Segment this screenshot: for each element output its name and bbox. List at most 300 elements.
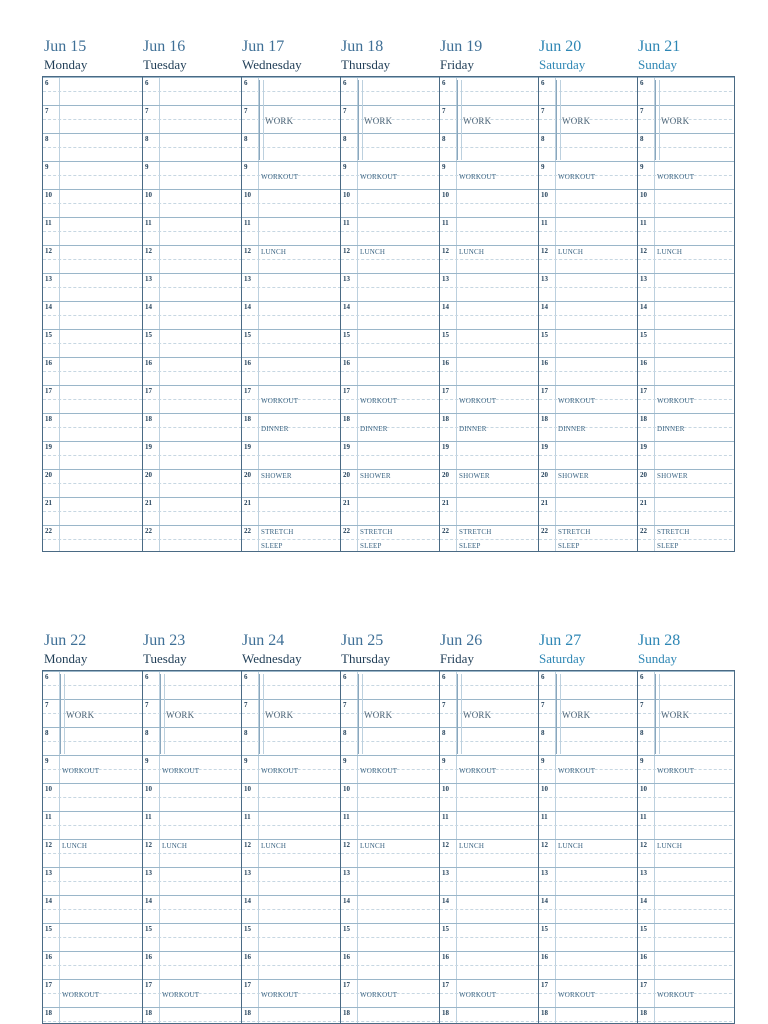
event-label[interactable]: WORKOUT <box>459 173 497 181</box>
hour-row[interactable] <box>242 413 341 441</box>
hour-row[interactable] <box>341 189 440 217</box>
hour-row[interactable] <box>638 357 735 385</box>
hour-row[interactable] <box>539 783 638 811</box>
event-label[interactable]: LUNCH <box>558 248 584 256</box>
hour-number: 7 <box>244 701 248 709</box>
hour-row[interactable] <box>638 441 735 469</box>
hour-row[interactable] <box>43 133 142 161</box>
hour-row[interactable] <box>341 77 440 105</box>
hour-row[interactable] <box>539 867 638 895</box>
event-label[interactable]: DINNER <box>261 425 289 433</box>
hour-number: 11 <box>244 219 251 227</box>
half-hour-line <box>539 259 638 260</box>
hour-row[interactable] <box>43 413 142 441</box>
event-label[interactable]: DINNER <box>657 425 685 433</box>
event-label[interactable]: WORKOUT <box>360 767 398 775</box>
hour-row[interactable] <box>341 839 440 867</box>
day-column[interactable] <box>142 671 242 1023</box>
hour-row[interactable] <box>539 497 638 525</box>
hour-number: 18 <box>45 415 52 423</box>
hour-number: 16 <box>640 953 647 961</box>
hour-row[interactable] <box>539 895 638 923</box>
hour-row[interactable] <box>43 783 142 811</box>
half-hour-line <box>143 881 242 882</box>
day-column[interactable] <box>637 671 735 1023</box>
half-hour-line <box>440 455 539 456</box>
hour-row[interactable] <box>43 923 142 951</box>
hour-row[interactable] <box>638 77 735 105</box>
event-label[interactable]: WORKOUT <box>360 173 398 181</box>
half-hour-line <box>638 853 735 854</box>
hour-row[interactable] <box>43 161 142 189</box>
event-label[interactable]: WORKOUT <box>657 767 695 775</box>
hour-row[interactable] <box>242 671 341 699</box>
hour-row[interactable] <box>638 189 735 217</box>
day-column[interactable] <box>340 77 440 551</box>
event-label[interactable]: LUNCH <box>162 842 188 850</box>
hour-row[interactable] <box>341 273 440 301</box>
hour-row[interactable] <box>638 811 735 839</box>
hour-row[interactable] <box>43 301 142 329</box>
event-label[interactable]: WORKOUT <box>162 991 200 999</box>
hour-row[interactable] <box>341 441 440 469</box>
hour-number: 6 <box>45 79 49 87</box>
day-column[interactable] <box>538 77 638 551</box>
event-label[interactable]: DINNER <box>558 425 586 433</box>
hour-row[interactable] <box>242 895 341 923</box>
hour-row[interactable] <box>440 301 539 329</box>
half-hour-line <box>638 455 735 456</box>
day-column[interactable] <box>241 671 341 1023</box>
day-column[interactable] <box>43 77 142 551</box>
hour-row[interactable] <box>638 245 735 273</box>
hour-row[interactable] <box>143 923 242 951</box>
hour-row[interactable] <box>43 727 142 755</box>
hour-row[interactable] <box>242 217 341 245</box>
event-label[interactable]: WORKOUT <box>261 397 299 405</box>
hour-row[interactable] <box>242 245 341 273</box>
event-label[interactable]: WORKOUT <box>558 173 596 181</box>
event-label[interactable]: WORKOUT <box>261 173 299 181</box>
hour-number: 11 <box>640 219 647 227</box>
hour-row[interactable] <box>539 951 638 979</box>
hour-row[interactable] <box>440 329 539 357</box>
event-label[interactable]: WORKOUT <box>459 991 497 999</box>
hour-row[interactable] <box>539 727 638 755</box>
hour-row[interactable] <box>242 951 341 979</box>
hour-row[interactable] <box>539 671 638 699</box>
hour-row[interactable] <box>341 1007 440 1024</box>
work-block-bracket <box>655 80 660 160</box>
event-label[interactable]: LUNCH <box>558 842 584 850</box>
hour-row[interactable] <box>341 811 440 839</box>
event-label[interactable]: WORKOUT <box>657 397 695 405</box>
hour-number: 11 <box>640 813 647 821</box>
event-label[interactable]: WORK <box>364 710 393 720</box>
hour-row[interactable] <box>43 441 142 469</box>
hour-row[interactable] <box>440 811 539 839</box>
event-label[interactable]: SLEEP <box>261 542 283 550</box>
hour-row[interactable] <box>539 357 638 385</box>
hour-row[interactable] <box>638 1007 735 1024</box>
event-label[interactable]: WORK <box>661 116 690 126</box>
hour-row[interactable] <box>539 811 638 839</box>
event-label[interactable]: STRETCH <box>360 528 393 536</box>
day-column[interactable] <box>340 671 440 1023</box>
hour-row[interactable] <box>638 497 735 525</box>
half-hour-line <box>440 147 539 148</box>
hour-number: 17 <box>541 981 548 989</box>
hour-row[interactable] <box>341 895 440 923</box>
event-label[interactable]: LUNCH <box>62 842 88 850</box>
event-label[interactable]: LUNCH <box>261 842 287 850</box>
hour-number: 8 <box>541 729 545 737</box>
hour-row[interactable] <box>440 77 539 105</box>
hour-row[interactable] <box>440 497 539 525</box>
event-label[interactable]: STRETCH <box>558 528 591 536</box>
hour-row[interactable] <box>143 385 242 413</box>
hour-row[interactable] <box>341 727 440 755</box>
half-hour-line <box>341 315 440 316</box>
work-block-bracket <box>60 674 65 754</box>
half-hour-line <box>43 1021 142 1022</box>
hour-row[interactable] <box>242 811 341 839</box>
event-label[interactable]: LUNCH <box>360 248 386 256</box>
hour-row[interactable] <box>539 1007 638 1024</box>
hour-number: 15 <box>541 925 548 933</box>
hour-row[interactable] <box>43 895 142 923</box>
hour-row[interactable] <box>440 671 539 699</box>
hour-row[interactable] <box>43 1007 142 1024</box>
half-hour-line <box>341 825 440 826</box>
hour-row[interactable] <box>143 497 242 525</box>
day-column[interactable] <box>439 77 539 551</box>
event-label[interactable]: SHOWER <box>360 472 391 480</box>
half-hour-line <box>440 539 539 540</box>
hour-row[interactable] <box>43 671 142 699</box>
event-label[interactable]: SHOWER <box>558 472 589 480</box>
hour-number: 21 <box>640 499 647 507</box>
hour-row[interactable] <box>638 671 735 699</box>
event-label[interactable]: WORK <box>166 710 195 720</box>
hour-row[interactable] <box>242 497 341 525</box>
half-hour-line <box>341 909 440 910</box>
event-label[interactable]: WORK <box>661 710 690 720</box>
hour-number: 20 <box>45 471 52 479</box>
hour-row[interactable] <box>539 133 638 161</box>
hour-row[interactable] <box>638 783 735 811</box>
hour-row[interactable] <box>143 727 242 755</box>
hour-row[interactable] <box>143 357 242 385</box>
hour-row[interactable] <box>242 189 341 217</box>
hour-row[interactable] <box>539 923 638 951</box>
hour-number: 17 <box>45 387 52 395</box>
hour-row[interactable] <box>440 1007 539 1024</box>
event-label[interactable]: STRETCH <box>459 528 492 536</box>
half-hour-line <box>341 685 440 686</box>
event-label[interactable]: WORK <box>463 710 492 720</box>
hour-row[interactable] <box>341 329 440 357</box>
hour-number: 7 <box>640 107 644 115</box>
hour-row[interactable] <box>242 329 341 357</box>
hour-row[interactable] <box>143 105 242 133</box>
hour-number: 7 <box>145 107 149 115</box>
event-label[interactable]: WORKOUT <box>558 397 596 405</box>
hour-row[interactable] <box>43 951 142 979</box>
hour-row[interactable] <box>143 783 242 811</box>
hour-row[interactable] <box>440 727 539 755</box>
hour-row[interactable] <box>539 413 638 441</box>
hour-number: 16 <box>442 953 449 961</box>
event-label[interactable]: SLEEP <box>558 542 580 550</box>
hour-row[interactable] <box>242 357 341 385</box>
hour-row[interactable] <box>143 839 242 867</box>
hour-row[interactable] <box>242 301 341 329</box>
hour-row[interactable] <box>242 133 341 161</box>
hour-row[interactable] <box>43 329 142 357</box>
hour-row[interactable] <box>638 273 735 301</box>
hour-row[interactable] <box>341 357 440 385</box>
event-label[interactable]: WORKOUT <box>162 767 200 775</box>
hour-row[interactable] <box>341 245 440 273</box>
hour-row[interactable] <box>341 923 440 951</box>
hour-row[interactable] <box>43 273 142 301</box>
hour-row[interactable] <box>341 413 440 441</box>
event-label[interactable]: SLEEP <box>360 542 382 550</box>
day-column[interactable] <box>538 671 638 1023</box>
half-hour-line <box>638 231 735 232</box>
half-hour-line <box>43 483 142 484</box>
hour-row[interactable] <box>341 867 440 895</box>
hour-row[interactable] <box>143 867 242 895</box>
hour-row[interactable] <box>341 497 440 525</box>
hour-row[interactable] <box>143 413 242 441</box>
hour-row[interactable] <box>143 77 242 105</box>
day-date: Jun 22 <box>44 632 87 649</box>
hour-row[interactable] <box>440 839 539 867</box>
hour-row[interactable] <box>638 329 735 357</box>
hour-row[interactable] <box>539 301 638 329</box>
event-label[interactable]: DINNER <box>360 425 388 433</box>
hour-row[interactable] <box>638 727 735 755</box>
hour-row[interactable] <box>638 413 735 441</box>
event-label[interactable]: LUNCH <box>459 842 485 850</box>
hour-row[interactable] <box>440 273 539 301</box>
hour-row[interactable] <box>638 839 735 867</box>
hour-row[interactable] <box>638 923 735 951</box>
day-name: Saturday <box>539 57 586 72</box>
hour-row[interactable] <box>638 867 735 895</box>
hour-number: 16 <box>541 953 548 961</box>
event-label[interactable]: STRETCH <box>657 528 690 536</box>
hour-row[interactable] <box>638 217 735 245</box>
hour-row[interactable] <box>638 301 735 329</box>
hour-row[interactable] <box>341 301 440 329</box>
hour-row[interactable] <box>539 839 638 867</box>
event-label[interactable]: LUNCH <box>360 842 386 850</box>
event-label[interactable]: LUNCH <box>657 248 683 256</box>
hour-row[interactable] <box>242 441 341 469</box>
event-label[interactable]: WORKOUT <box>459 767 497 775</box>
event-label[interactable]: SLEEP <box>657 542 679 550</box>
event-label[interactable]: SHOWER <box>657 472 688 480</box>
hour-number: 14 <box>541 897 548 905</box>
event-label[interactable]: SHOWER <box>459 472 490 480</box>
hour-row[interactable] <box>638 895 735 923</box>
event-label[interactable]: SHOWER <box>261 472 292 480</box>
event-label[interactable]: DINNER <box>459 425 487 433</box>
hour-row[interactable] <box>43 497 142 525</box>
hour-row[interactable] <box>539 77 638 105</box>
hour-row[interactable] <box>440 189 539 217</box>
day-name: Tuesday <box>143 651 187 666</box>
work-block-bracket <box>358 80 363 160</box>
day-column[interactable] <box>439 671 539 1023</box>
hour-row[interactable] <box>341 217 440 245</box>
hour-row[interactable] <box>43 105 142 133</box>
hour-row[interactable] <box>143 245 242 273</box>
hour-row[interactable] <box>341 133 440 161</box>
hour-number: 9 <box>541 757 545 765</box>
hour-row[interactable] <box>43 189 142 217</box>
event-label[interactable]: LUNCH <box>459 248 485 256</box>
hour-row[interactable] <box>143 671 242 699</box>
hour-row[interactable] <box>440 245 539 273</box>
hour-row[interactable] <box>143 133 242 161</box>
hour-number: 6 <box>145 673 149 681</box>
hour-row[interactable] <box>638 133 735 161</box>
hour-row[interactable] <box>341 783 440 811</box>
half-hour-line <box>539 231 638 232</box>
event-label[interactable]: WORK <box>562 116 591 126</box>
hour-number: 6 <box>145 79 149 87</box>
hour-row[interactable] <box>539 273 638 301</box>
hour-row[interactable] <box>43 811 142 839</box>
half-hour-line <box>638 483 735 484</box>
hour-row[interactable] <box>341 951 440 979</box>
hour-row[interactable] <box>539 189 638 217</box>
hour-row[interactable] <box>440 783 539 811</box>
hour-row[interactable] <box>143 329 242 357</box>
day-column[interactable] <box>241 77 341 551</box>
hour-row[interactable] <box>242 77 341 105</box>
half-hour-line <box>43 175 142 176</box>
hour-row[interactable] <box>43 385 142 413</box>
event-label[interactable]: WORK <box>265 116 294 126</box>
half-hour-line <box>638 315 735 316</box>
hour-row[interactable] <box>143 525 242 552</box>
hour-row[interactable] <box>539 441 638 469</box>
event-label[interactable]: WORKOUT <box>62 767 100 775</box>
hour-row[interactable] <box>43 839 142 867</box>
event-label[interactable]: WORK <box>66 710 95 720</box>
half-hour-line <box>440 881 539 882</box>
event-label[interactable]: SLEEP <box>459 542 481 550</box>
hour-row[interactable] <box>242 1007 341 1024</box>
hour-row[interactable] <box>440 867 539 895</box>
hour-row[interactable] <box>43 867 142 895</box>
hour-row[interactable] <box>440 133 539 161</box>
hour-row[interactable] <box>143 161 242 189</box>
hour-row[interactable] <box>43 357 142 385</box>
event-label[interactable]: WORK <box>364 116 393 126</box>
event-label[interactable]: WORKOUT <box>261 991 299 999</box>
hour-number: 13 <box>640 869 647 877</box>
half-hour-line <box>341 455 440 456</box>
day-column[interactable] <box>43 671 142 1023</box>
day-date: Jun 26 <box>440 632 483 649</box>
event-label[interactable]: WORKOUT <box>657 991 695 999</box>
hour-row[interactable] <box>440 357 539 385</box>
event-label[interactable]: STRETCH <box>261 528 294 536</box>
event-label[interactable]: LUNCH <box>657 842 683 850</box>
hour-row[interactable] <box>242 839 341 867</box>
hour-row[interactable] <box>143 189 242 217</box>
hour-row[interactable] <box>43 217 142 245</box>
hour-row[interactable] <box>440 923 539 951</box>
half-hour-line <box>43 853 142 854</box>
event-label[interactable]: WORK <box>463 116 492 126</box>
hour-row[interactable] <box>143 951 242 979</box>
event-label[interactable]: WORKOUT <box>657 173 695 181</box>
hour-row[interactable] <box>143 301 242 329</box>
event-label[interactable]: WORKOUT <box>459 397 497 405</box>
day-date: Jun 20 <box>539 38 582 55</box>
hour-row[interactable] <box>143 441 242 469</box>
event-label[interactable]: WORKOUT <box>558 991 596 999</box>
event-label[interactable]: WORKOUT <box>360 397 398 405</box>
hour-row[interactable] <box>143 469 242 497</box>
hour-row[interactable] <box>539 245 638 273</box>
event-label[interactable]: WORK <box>562 710 591 720</box>
day-column[interactable] <box>637 77 735 551</box>
event-label[interactable]: LUNCH <box>261 248 287 256</box>
hour-row[interactable] <box>242 783 341 811</box>
hour-row[interactable] <box>43 77 142 105</box>
hour-row[interactable] <box>242 923 341 951</box>
hour-row[interactable] <box>143 1007 242 1024</box>
half-hour-line <box>43 91 142 92</box>
hour-row[interactable] <box>143 895 242 923</box>
hour-row[interactable] <box>143 217 242 245</box>
hour-row[interactable] <box>440 217 539 245</box>
hour-row[interactable] <box>638 951 735 979</box>
hour-row[interactable] <box>242 727 341 755</box>
hour-row[interactable] <box>539 217 638 245</box>
hour-row[interactable] <box>143 811 242 839</box>
hour-row[interactable] <box>440 895 539 923</box>
event-label[interactable]: WORKOUT <box>558 767 596 775</box>
event-label[interactable]: WORK <box>265 710 294 720</box>
hour-row[interactable] <box>440 413 539 441</box>
hour-row[interactable] <box>440 441 539 469</box>
hour-row[interactable] <box>43 469 142 497</box>
hour-row[interactable] <box>43 525 142 552</box>
day-column[interactable] <box>142 77 242 551</box>
hour-number: 15 <box>442 925 449 933</box>
hour-row[interactable] <box>539 329 638 357</box>
hour-row[interactable] <box>242 273 341 301</box>
hour-number: 7 <box>244 107 248 115</box>
event-label[interactable]: WORKOUT <box>360 991 398 999</box>
hour-row[interactable] <box>242 867 341 895</box>
hour-row[interactable] <box>440 951 539 979</box>
hour-row[interactable] <box>143 273 242 301</box>
hour-row[interactable] <box>43 245 142 273</box>
event-label[interactable]: WORKOUT <box>261 767 299 775</box>
event-label[interactable]: WORKOUT <box>62 991 100 999</box>
hour-row[interactable] <box>341 671 440 699</box>
